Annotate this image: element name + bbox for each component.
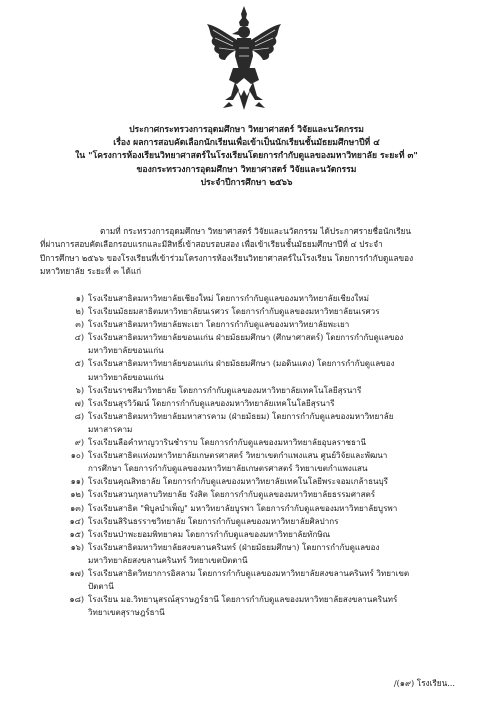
garuda-emblem-icon (203, 4, 285, 114)
list-item (40, 357, 480, 383)
list-item (40, 436, 480, 449)
item-number: ๒) (75, 306, 84, 317)
list-item (40, 567, 480, 593)
item-text: โรงเรียนสาธิตมหาวิทยาลัยพะเยา โดยการกำกับดูแลของมหาวิทยาลัยพะเยา (88, 319, 350, 330)
header-of-ministry-line: ของกระทรวงการอุดมศึกษา วิทยาศาสตร์ วิจัยและนวัตกรรม (136, 164, 357, 175)
item-number: ๑๔) (69, 515, 84, 526)
list-item (40, 384, 480, 397)
item-text: โรงเรียน มอ.วิทยานุสรณ์สุราษฎร์ธานี โดยการกำกับดูแลของมหาวิทยาลัยสงขลานครินทร์ (88, 594, 398, 605)
list-item (40, 528, 480, 541)
list-item (40, 305, 480, 318)
item-number: ๑๓) (70, 502, 84, 513)
item-number: ๑๑) (70, 476, 84, 487)
list-item (40, 593, 480, 619)
list-item (40, 502, 480, 515)
list-item (40, 541, 480, 567)
item-text-cont: ปัตตานี (88, 581, 114, 592)
item-text: โรงเรียนสาธิตมหาวิทยาลัยเชียงใหม่ โดยการกำกับดูแลของมหาวิทยาลัยเชียงใหม่ (88, 293, 370, 303)
list-item (40, 318, 480, 331)
list-item (40, 410, 480, 436)
item-number: ๘) (74, 410, 84, 421)
item-text-cont: การศึกษา โดยการกำกับดูแลของมหาวิทยาลัยเกษตรศาสตร์ วิทยาเขตกำแพงแสน (88, 463, 368, 474)
list-item (40, 449, 480, 475)
item-text: โรงเรียนสาธิตมหาวิทยาลัยสงขลานครินทร์ (ฝ่ายมัธยมศึกษา) โดยการกำกับดูแลของ (88, 541, 380, 552)
item-number: ๑๘) (69, 594, 84, 605)
announcement-header (20, 124, 473, 190)
item-number: ๑๗) (69, 567, 84, 578)
item-number: ๙) (74, 437, 84, 448)
item-text-cont: มหาวิทยาลัยขอนแก่น (88, 371, 164, 382)
item-text: โรงเรียนคุณสิทธาลัย โดยการกำกับดูแลของมหาวิทยาลัยเทคโนโลยีพระจอมเกล้าธนบุรี (88, 476, 389, 487)
item-text: โรงเรียนสวนกุหลาบวิทยาลัย รังสิต โดยการกำกับดูแลของมหาวิทยาลัยธรรมศาสตร์ (88, 489, 376, 500)
item-number: ๖) (75, 384, 84, 395)
item-text: โรงเรียนสุรวิวัฒน์ โดยการกำกับดูแลของมหาวิทยาลัยเทคโนโลยีสุรนารี (88, 397, 335, 408)
continuation-marker: /(๑๙) โรงเรียน... (393, 678, 455, 688)
item-number: ๑๖) (70, 541, 84, 552)
list-item (40, 292, 480, 305)
header-ministry-line: ประกาศกระทรวงการอุดมศึกษา วิทยาศาสตร์ วิจัยและนวัตกรรม (129, 125, 364, 135)
item-text: โรงเรียนลือคำหาญวารินชำราบ โดยการกำกับดูแลของมหาวิทยาลัยอุบลราชธานี (88, 437, 367, 448)
intro-line: มหาวิทยาลัย ระยะที่ ๓ ได้แก่ (40, 266, 142, 277)
item-text-cont: วิทยาเขตสุราษฎร์ธานี (88, 607, 165, 618)
item-text: โรงเรียนมัธยมสาธิตมหาวิทยาลัยนเรศวร โดยการกำกับดูแลของมหาวิทยาลัยนเรศวร (88, 306, 380, 317)
item-text: โรงเรียนสาธิตแห่งมหาวิทยาลัยเกษตรศาสตร์ วิทยาเขตกำแพงแสน ศูนย์วิจัยและพัฒนา (88, 450, 388, 461)
item-number: ๓) (75, 319, 84, 330)
item-text: โรงเรียนสาธิตมหาวิทยาลัยขอนแก่น ฝ่ายมัธยมศึกษา (มอดินแดง) โดยการกำกับดูแลของ (88, 358, 395, 369)
item-text: โรงเรียนป่าพะยอมพิทยาคม โดยการกำกับดูแลของมหาวิทยาลัยทักษิณ (88, 528, 331, 539)
item-text: โรงเรียนสาธิต "พิบูลบำเพ็ญ" มหาวิทยาลัยบูรพา โดยการกำกับดูแลของมหาวิทยาลัยบูรพา (88, 502, 398, 513)
item-text: โรงเรียนสิรินธรราชวิทยาลัย โดยการกำกับดูแลของมหาวิทยาลัยศิลปากร (88, 515, 339, 526)
header-subject-line: เรื่อง ผลการสอบคัดเลือกนักเรียนเพื่อเข้าเป็นนักเรียนชั้นมัธยมศึกษาปีที่ ๔ (113, 138, 380, 149)
intro-line: ปีการศึกษา ๒๕๖๖ ของโรงเรียนที่เข้าร่วมโครงการห้องเรียนวิทยาศาสตร์ในโรงเรียน โดยการกำกับดูแลของ (40, 252, 414, 263)
intro-line: ที่ผ่านการสอบคัดเลือกรอบแรกและมีสิทธิ์เข้าสอบรอบสอง เพื่อเข้าเรียนชั้นมัธยมศึกษาปีที่ ๔ ประจำ (40, 239, 383, 250)
item-text-cont: มหาวิทยาลัยสงขลานครินทร์ วิทยาเขตปัตตานี (88, 554, 248, 565)
header-project-line: ใน "โครงการห้องเรียนวิทยาศาสตร์ในโรงเรียนโดยการกำกับดูแลของมหาวิทยาลัย ระยะที่ ๓" (75, 151, 418, 162)
item-text-cont: มหาสารคาม (88, 423, 133, 434)
item-text: โรงเรียนสาธิตมหาวิทยาลัยขอนแก่น ฝ่ายมัธยมศึกษา (ศึกษาศาสตร์) โดยการกำกับดูแลของ (88, 332, 404, 343)
item-number: ๑๕) (69, 528, 84, 539)
school-list (40, 292, 480, 619)
list-item (40, 488, 480, 501)
item-number: ๗) (74, 397, 84, 408)
item-number: ๔) (74, 332, 84, 343)
item-text: โรงเรียนสาธิตมหาวิทยาลัยมหาสารคาม (ฝ่ายมัธยม) โดยการกำกับดูแลของมหาวิทยาลัย (88, 410, 394, 421)
intro-line: ตามที่ กระทรวงการอุดมศึกษา วิทยาศาสตร์ วิจัยและนวัตกรรม ได้ประกาศรายชื่อนักเรียน (100, 226, 412, 236)
list-item (40, 515, 480, 528)
item-number: ๑๐) (70, 450, 84, 461)
item-text: โรงเรียนราชสีมาวิทยาลัย โดยการกำกับดูแลของมหาวิทยาลัยเทคโนโลยีสุรนารี (88, 384, 362, 395)
list-item (40, 397, 480, 410)
list-item (40, 331, 480, 357)
item-number: ๑๒) (70, 489, 84, 500)
item-text: โรงเรียนสาธิตวิทยาการอิสลาม โดยการกำกับดูแลของมหาวิทยาลัยสงขลานครินทร์ วิทยาเขต (88, 567, 410, 578)
item-number: ๑) (75, 293, 84, 303)
list-item (40, 475, 480, 488)
item-text-cont: มหาวิทยาลัยขอนแก่น (88, 345, 164, 356)
intro-paragraph (40, 225, 470, 279)
header-academic-year-line: ประจำปีการศึกษา ๒๕๖๖ (200, 177, 293, 188)
item-number: ๕) (74, 358, 84, 369)
